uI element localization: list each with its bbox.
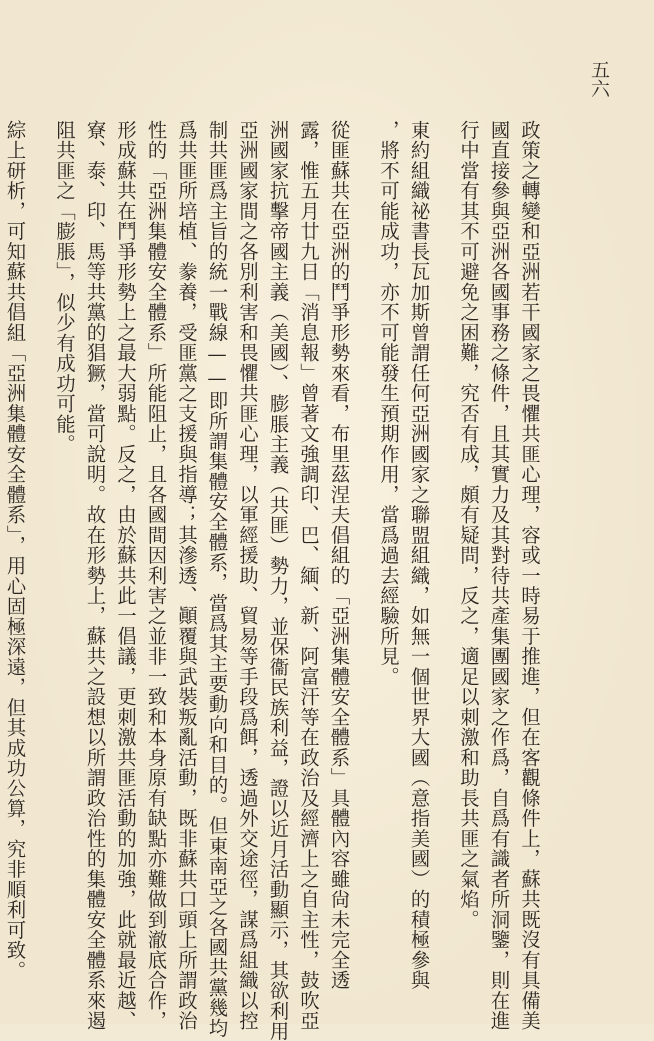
text-column: 東約組織祕書長瓦加斯曾謂任何亞洲國家之聯盟組織，如無一個世界大國（意指美國）的積極參與 [407, 120, 431, 991]
text-column: 洲國家抗擊帝國主義（美國）、膨脹主義（共匪）勢力，並保衞民族利益，證以近月活動顯示，其欲利用 [266, 120, 290, 1041]
text-column: 從匪蘇共在亞洲的鬥爭形勢來看，布里茲涅夫倡組的「亞洲集體安全體系」具體內容雖尙未完全透 [327, 120, 351, 991]
text-column: 行中當有其不可避免之困難，究否有成，頗有疑問，反之，適足以刺激和助長共匪之氣焰。 [457, 120, 480, 930]
page-number: 五六 [588, 60, 610, 98]
body-text [0, 120, 544, 1041]
text-column: 阻共匪之「膨脹」，似少有成功可能。 [53, 120, 76, 455]
text-column: 亞洲國家間之各別利害和畏懼共匪心理，以軍經援助、貿易等手段爲餌，透過外交途徑，謀爲組織以控 [236, 120, 259, 1031]
text-column: ，將不可能成功，亦不可能發生預期作用，當爲過去經驗所見。 [377, 120, 400, 687]
text-column: 寮、泰、印、馬等共黨的猖獗，當可說明。故在形勢上，蘇共之設想以所謂政治性的集體安全體系來遏 [83, 120, 107, 1031]
text-column: 制共匪爲主旨的統一戰線——即所謂集體安全體系，當爲其主要動向和目的。但東南亞之各國共黨幾均 [205, 120, 229, 1039]
text-column: 形成蘇共在鬥爭形勢上之最大弱點。反之，由於蘇共此一倡議，更刺激共匪活動的加強，此就最近越、 [114, 120, 137, 1031]
text-column: 政策之轉變和亞洲若干國家之畏懼共匪心理，容或一時易于推進，但在客觀條件上，蘇共既沒有具備美 [518, 120, 541, 1031]
text-column: 露，惟五月廿九日「消息報」曾著文強調印、巴、緬、新、阿富汗等在政治及經濟上之自主性，鼓吹亞 [297, 120, 320, 1031]
text-column: 爲共匪所培植、豢養，受匪黨之支援與指導；其滲透、顚覆與武裝叛亂活動，既非蘇共口頭上所謂政治 [175, 120, 198, 1031]
text-column: 國直接參與亞洲各國事務之條件，且其實力及其對待共產集團國家之作爲，自爲有識者所洞鑒，則在進 [487, 120, 511, 1031]
text-column: 性的「亞洲集體安全體系」所能阻止，且各國間因利害之並非一致和本身原有缺點亦難做到澈底合作， [144, 120, 168, 1031]
text-column: 綜上研析，可知蘇共倡組「亞洲集體安全體系」，用心固極深遠，但其成功公算，究非順利可致。 [3, 120, 27, 981]
